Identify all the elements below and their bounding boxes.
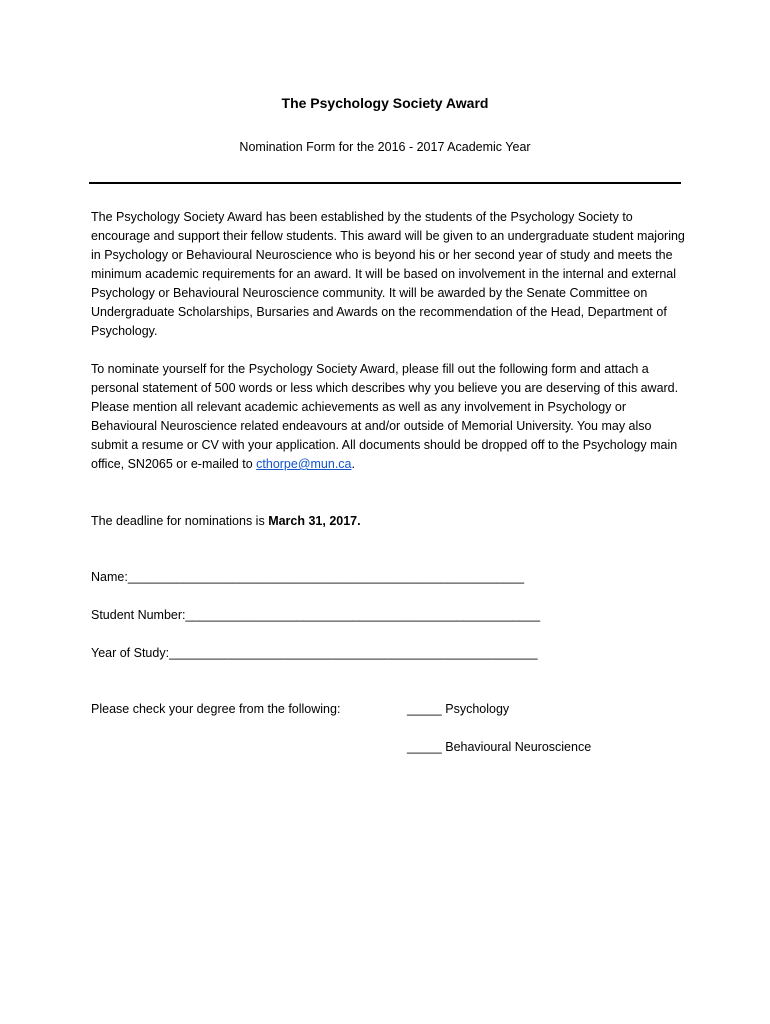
year-of-study-field[interactable]: Year of Study:_____________________________________________________: [91, 646, 538, 660]
name-field[interactable]: Name:_________________________________________________________: [91, 570, 525, 584]
instructions-text: To nominate yourself for the Psychology Society Award, please fill out the following form and attach a personal statement of 500 words or less which describes why you believe you are deserving of this award. Please mention all relevant academic achievements as well as any involvement in Psychology or Behavioural Neuroscience related endeavours at and/or outside of Memorial University. You may also submit a resume or CV with your application. All documents should be dropped off to the Psychology main office, SN2065 or e-mailed to: [91, 362, 679, 471]
deadline-date: March 31, 2017.: [268, 514, 361, 528]
horizontal-rule: [89, 182, 681, 184]
instructions-paragraph: [91, 360, 685, 474]
degree-prompt: Please check your degree from the following:: [91, 702, 341, 716]
degree-option-psychology[interactable]: _____ Psychology: [407, 702, 510, 716]
deadline-text: The deadline for nominations is: [91, 514, 269, 528]
page-subtitle: Nomination Form for the 2016 - 2017 Academic Year: [239, 140, 531, 154]
instructions-end: .: [351, 457, 355, 471]
degree-option-neuroscience[interactable]: _____ Behavioural Neuroscience: [407, 740, 592, 754]
page-title: The Psychology Society Award: [281, 95, 489, 111]
intro-paragraph: The Psychology Society Award has been established by the students of the Psychology Society to encourage and support their fellow students. This award will be given to an undergraduate student majoring in Psychology or Behavioural Neuroscience who is beyond his or her second year of study and meets the minimum academic requirements for an award. It will be based on involvement in the internal and external Psychology or Behavioural Neuroscience community. It will be awarded by the Senate Committee on Undergraduate Scholarships, Bursaries and Awards on the recommendation of the Head, Department of Psychology.: [91, 210, 685, 338]
email-link[interactable]: cthorpe@mun.ca: [256, 457, 352, 471]
deadline-paragraph: [91, 512, 685, 531]
student-number-field[interactable]: Student Number:___________________________________________________: [91, 608, 541, 622]
